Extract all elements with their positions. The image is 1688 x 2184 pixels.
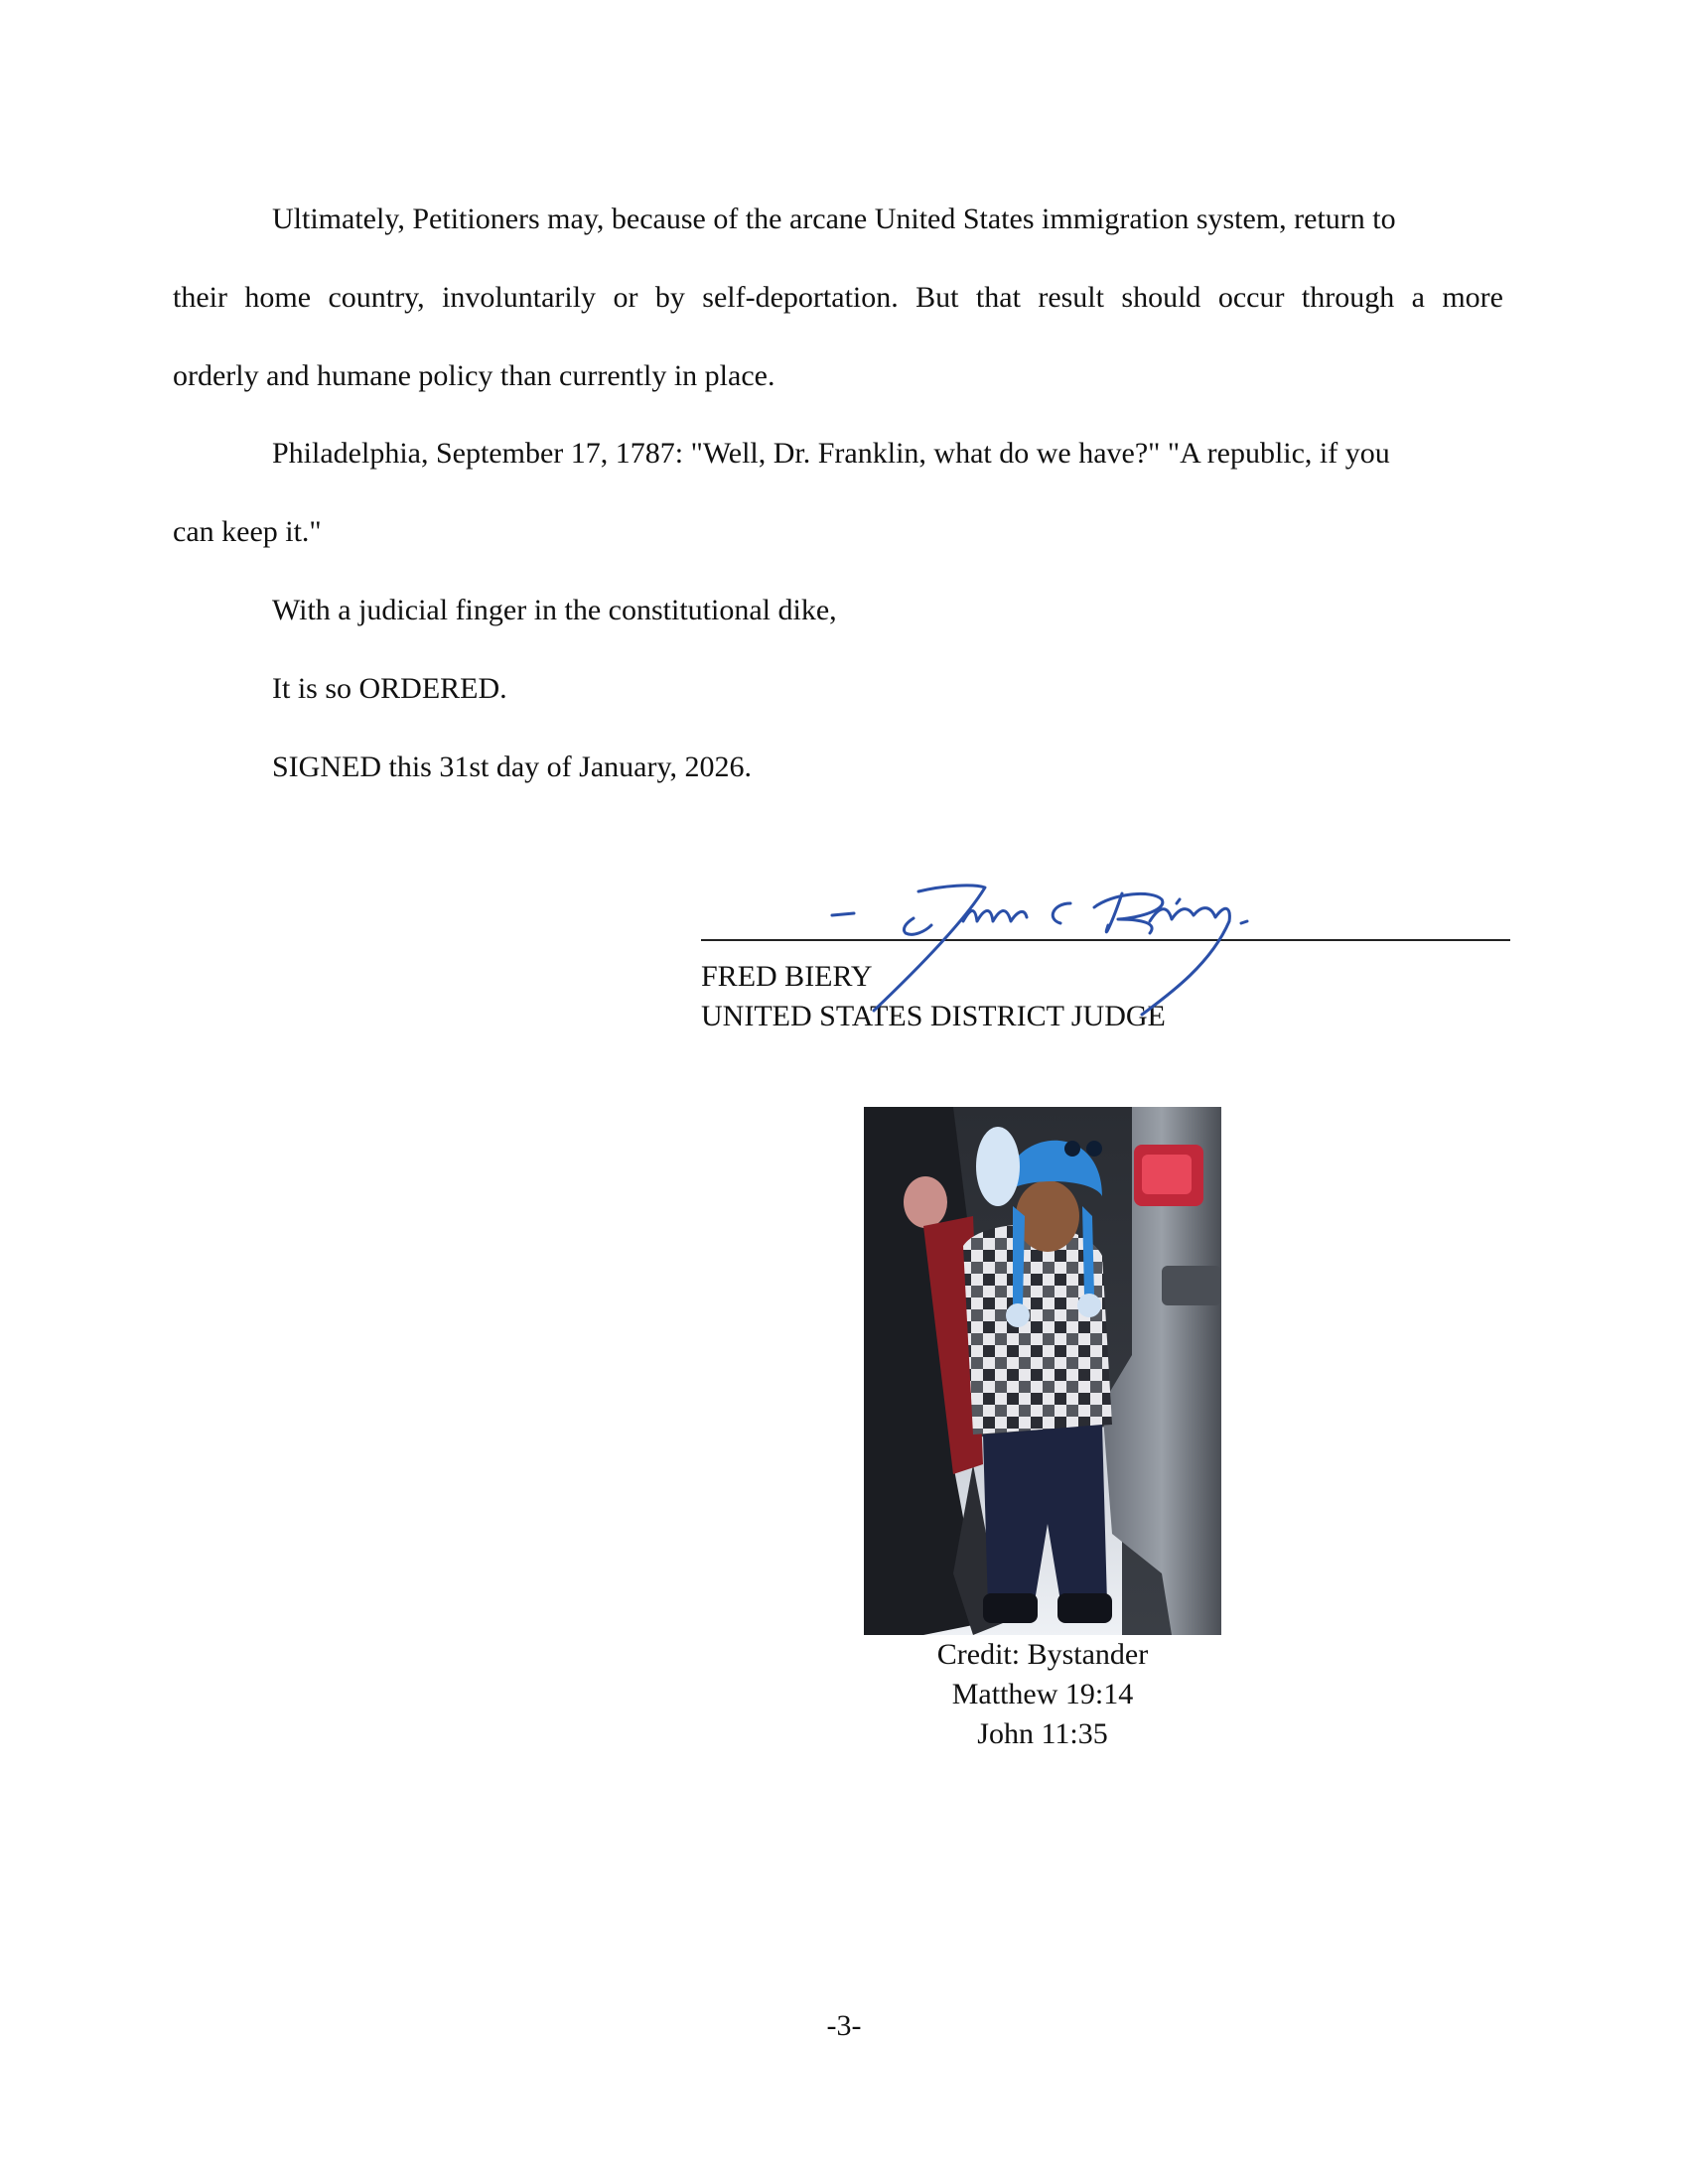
scripture-reference-1: Matthew 19:14: [951, 1678, 1134, 1710]
paragraph-2-line-1: Philadelphia, September 17, 1787: "Well, Dr. Franklin, what do we have?" "A republic, if you: [272, 437, 1390, 470]
scripture-reference-2: John 11:35: [977, 1717, 1108, 1750]
ordered-line: It is so ORDERED.: [272, 672, 507, 705]
judge-name: FRED BIERY: [701, 960, 873, 993]
child-photo-image: [864, 1107, 1221, 1635]
judge-title: UNITED STATES DISTRICT JUDGE: [701, 1000, 1166, 1032]
photograph-child-in-snow: [864, 1107, 1221, 1635]
paragraph-1-line-2: their home country, involuntarily or by self-deportation. But that result should occur through a more: [173, 281, 1503, 314]
paragraph-1-line-3: orderly and humane policy than currently in place.: [173, 359, 775, 392]
paragraph-2-line-2: can keep it.": [173, 515, 322, 548]
handwritten-signature: [814, 864, 1331, 1023]
photo-credit: Credit: Bystander: [936, 1638, 1149, 1671]
paragraph-1-line-1: Ultimately, Petitioners may, because of the arcane United States immigration system, return to: [272, 203, 1396, 235]
page-number: -3-: [826, 2009, 862, 2042]
signed-date-line: SIGNED this 31st day of January, 2026.: [272, 751, 753, 783]
closing-line: With a judicial finger in the constitutional dike,: [272, 594, 837, 626]
